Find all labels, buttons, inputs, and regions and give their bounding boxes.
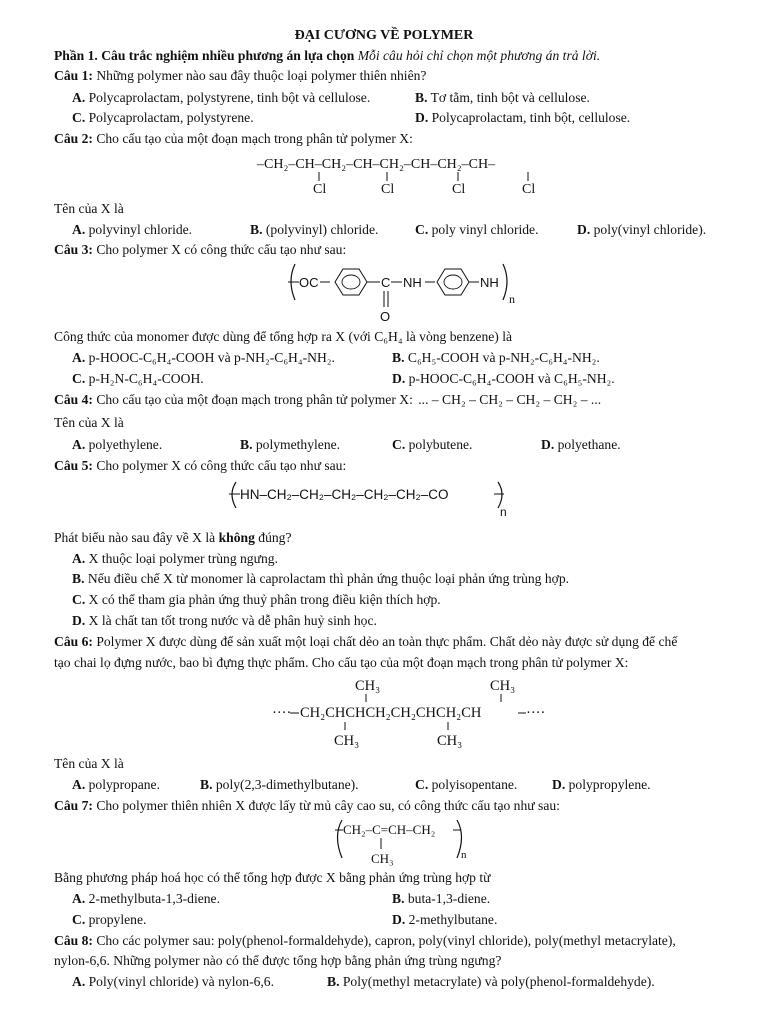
question-text: Cho polymer X có công thức cấu tạo như sau:	[96, 458, 347, 473]
q2-option-a: A. polyvinyl chloride.	[72, 222, 193, 237]
question-3	[54, 242, 346, 258]
document-title: ĐẠI CƯƠNG VỀ POLYMER	[294, 28, 474, 43]
question-text: Cho polymer X có công thức cấu tạo như sau:	[96, 242, 347, 257]
q4-option-b: B. polymethylene.	[240, 437, 341, 452]
q7-option-c: C. propylene.	[72, 912, 147, 927]
q3-option-a: A. p-HOOC-C₆H₄-COOH và p-NH₂-C₆H₄-NH₂.	[72, 350, 335, 365]
part-label: Phần 1. Câu trắc nghiệm nhiều phương án lựa chọn	[54, 48, 355, 63]
q4-stem: Tên của X là	[54, 415, 124, 430]
q5-stem: Phát biểu nào sau đây về X là không đúng?	[54, 530, 292, 545]
question-label: Câu 6:	[54, 634, 93, 649]
isoprene-polymer-formula	[333, 816, 503, 868]
q1-option-d: D. Polycaprolactam, tinh bột, cellulose.	[415, 110, 631, 125]
q1-option-a: A. Polycaprolactam, polystyrene, tinh bột và cellulose.	[72, 90, 371, 105]
q3-option-c: C. p-H₂N-C₆H₄-COOH.	[72, 371, 204, 386]
question-1	[54, 68, 426, 84]
q6-option-a: A. polypropane.	[72, 777, 160, 792]
q4-option-a: A. polyethylene.	[72, 437, 163, 452]
chlorine-label: Cl	[452, 182, 466, 197]
formula-chain: CH₂–C=CH–CH₂	[343, 822, 436, 837]
benzene-ring-icon	[335, 269, 367, 295]
dots-left: ····	[272, 705, 292, 721]
question-text: Cho cấu tạo của một đoạn mạch trong phân tử polymer X:	[96, 131, 413, 146]
q2-option-d: D. poly(vinyl chloride).	[577, 222, 707, 237]
q3-option-b: B. C₆H₅-COOH và p-NH₂-C₆H₄-NH₂.	[392, 350, 600, 365]
q3-option-d: D. p-HOOC-C₆H₄-COOH và C₆H₅-NH₂.	[392, 371, 615, 386]
methyl-label: CH₃	[334, 733, 360, 749]
q5-option-d: D. X là chất tan tốt trong nước và dễ phân huỷ sinh học.	[72, 613, 377, 628]
amine-nh: NH	[480, 275, 499, 290]
q5-option-b: B. Nếu điều chế X từ monomer là caprolactam thì phản ứng thuộc loại phản ứng trùng hợp.	[72, 571, 570, 586]
question-label: Câu 8:	[54, 933, 93, 948]
polypropylene-structure-formula	[272, 670, 562, 752]
q3-stem: Công thức của monomer được dùng để tổng hợp ra X (với C₆H₄ là vòng benzene) là	[54, 329, 513, 344]
q1-option-c: C. Polycaprolactam, polystyrene.	[72, 110, 254, 125]
question-5	[54, 458, 346, 474]
q7-option-b: B. buta-1,3-diene.	[392, 891, 491, 906]
q8-option-a: A. Poly(vinyl chloride) và nylon-6,6.	[72, 974, 274, 989]
q7-stem: Bằng phương pháp hoá học có thể tổng hợp được X bằng phản ứng trùng hợp từ	[54, 870, 491, 885]
question-text: Những polymer nào sau đây thuộc loại polymer thiên nhiên?	[96, 68, 427, 83]
q6-option-c: C. polyisopentane.	[415, 777, 518, 792]
question-text: Cho các polymer sau: poly(phenol-formaldehyde), capron, poly(vinyl chloride), poly(methyl metacrylate),	[96, 933, 676, 948]
question-text: Cho cấu tạo của một đoạn mạch trong phân tử polymer X:	[96, 392, 413, 407]
q7-option-d: D. 2-methylbutane.	[392, 912, 498, 927]
methyl-label: CH₃	[437, 733, 463, 749]
part-heading	[54, 48, 600, 64]
dots-right: ····	[526, 705, 546, 721]
chlorine-label: Cl	[381, 182, 395, 197]
q1-option-b: B. Tơ tằm, tinh bột và cellulose.	[415, 90, 590, 105]
question-6	[54, 634, 677, 650]
carbonyl-oxygen: O	[380, 309, 391, 324]
question-2	[54, 131, 413, 147]
methyl-label: CH₃	[355, 678, 381, 694]
formula-chain: HN–CH₂–CH₂–CH₂–CH₂–CH₂–CO	[240, 487, 449, 502]
chlorine-label: Cl	[313, 182, 327, 197]
q4-option-d: D. polyethane.	[541, 437, 621, 452]
q5-option-c: C. X có thể tham gia phản ứng thuỷ phân trong điều kiện thích hợp.	[72, 592, 441, 607]
pvc-structure-formula	[255, 152, 555, 198]
amide-nh: NH	[403, 275, 422, 290]
repeat-n: n	[500, 505, 507, 519]
nylon6-structure-formula	[228, 478, 528, 520]
q8-text-line2: nylon-6,6. Những polymer nào có thể được tổng hợp bằng phản ứng trùng ngưng?	[54, 953, 502, 968]
carbonyl-c: C	[381, 275, 391, 290]
q6-option-b: B. poly(2,3-dimethylbutane).	[200, 777, 359, 792]
question-text: Cho polymer thiên nhiên X được lấy từ mủ cây cao su, có công thức cấu tạo như sau:	[96, 798, 560, 813]
methyl-label: CH₃	[490, 678, 516, 694]
question-8	[54, 933, 676, 949]
q4-option-c: C. polybutene.	[392, 437, 473, 452]
question-label: Câu 1:	[54, 68, 93, 83]
q7-option-a: A. 2-methylbuta-1,3-diene.	[72, 891, 220, 906]
q6-text-line2: tạo chai lọ đựng nước, bao bì đựng thực phẩm. Cho cấu tạo của một đoạn mạch trong phân tử polymer X:	[54, 655, 629, 670]
question-label: Câu 3:	[54, 242, 93, 257]
polyethylene-formula: ... – CH₂ – CH₂ – CH₂ – CH₂ – ...	[418, 392, 602, 407]
part-note: Mỗi câu hỏi chỉ chọn một phương án trả lời.	[357, 48, 601, 63]
q2-option-b: B. (polyvinyl) chloride.	[250, 222, 379, 237]
question-label: Câu 7:	[54, 798, 93, 813]
formula-chain: –CH₂–CH–CH₂–CH–CH₂–CH–CH₂–CH–	[257, 157, 496, 172]
question-text: Polymer X được dùng để sản xuất một loại chất dẻo an toàn thực phẩm. Chất dẻo này được sử dụng để chế	[96, 634, 678, 649]
q6-stem: Tên của X là	[54, 756, 124, 771]
q2-stem: Tên của X là	[54, 201, 124, 216]
q6-option-d: D. polypropylene.	[552, 777, 651, 792]
methyl-label: CH₃	[371, 851, 394, 866]
chlorine-label: Cl	[522, 182, 536, 197]
repeat-n: n	[509, 292, 515, 306]
question-label: Câu 2:	[54, 131, 93, 146]
benzene-ring-icon	[437, 269, 469, 295]
question-4	[54, 392, 601, 408]
aramid-structure-formula	[285, 258, 555, 326]
repeat-n: n	[461, 849, 467, 861]
question-label: Câu 4:	[54, 392, 93, 407]
formula-chain: CH₂CHCHCH₂CH₂CHCH₂CH	[300, 705, 482, 721]
q2-option-c: C. poly vinyl chloride.	[415, 222, 539, 237]
question-label: Câu 5:	[54, 458, 93, 473]
question-7	[54, 798, 560, 814]
q8-option-b: B. Poly(methyl metacrylate) và poly(phenol-formaldehyde).	[327, 974, 655, 989]
q5-option-a: A. X thuộc loại polymer trùng ngưng.	[72, 551, 278, 566]
carbonyl-oc: OC	[299, 275, 319, 290]
